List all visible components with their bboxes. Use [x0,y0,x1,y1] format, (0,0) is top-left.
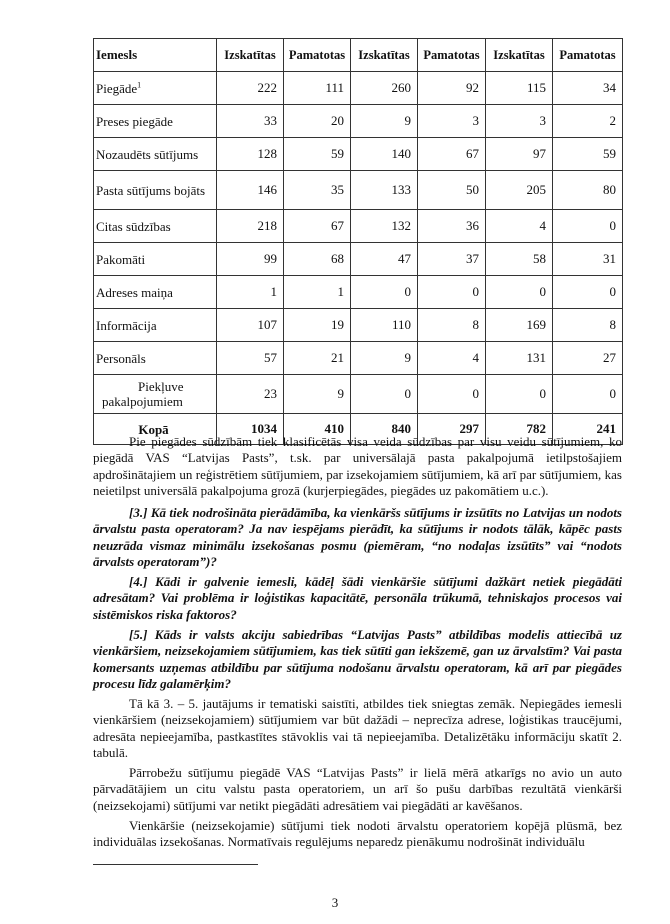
table-row [94,105,623,138]
row-label-text: Adreses maiņa [96,284,173,300]
row-label [94,243,217,276]
cell-value: 111 [284,72,351,105]
cell-value: 3 [486,105,553,138]
total-value: 1034 [217,414,284,445]
cell-value: 146 [217,171,284,210]
cell-value: 0 [486,375,553,414]
row-label [94,72,217,105]
cell-value: 4 [486,210,553,243]
cell-value: 36 [418,210,486,243]
cell-value: 128 [217,138,284,171]
row-label-text: Pasta sūtījums bojāts [96,182,206,198]
cell-value: 80 [553,171,623,210]
cell-value: 1 [217,276,284,309]
header-justified: Pamatotas [553,39,623,72]
total-value: 840 [351,414,418,445]
cell-value: 260 [351,72,418,105]
table-row [94,276,623,309]
cell-value: 31 [553,243,623,276]
cell-value: 0 [486,276,553,309]
table-row [94,210,623,243]
cell-value: 110 [351,309,418,342]
cell-value: 8 [418,309,486,342]
cell-value: 3 [418,105,486,138]
cell-value: 2 [553,105,623,138]
cell-value: 115 [486,72,553,105]
cell-value: 33 [217,105,284,138]
row-label-text: Informācija [96,317,157,333]
header-reviewed: Izskatītas [217,39,284,72]
total-label: Kopā [94,414,217,445]
question-3: [3.] Kā tiek nodrošināta pierādāmība, ka vienkāršs sūtījums ir izsūtīts no Latvijas un nodots ārvalstu pasta operatoram? Ja nav iespējams pierādīt, ka sūtījums ir nodots tālāk, kāpēc pasts neuzrāda vismaz minimālu izsekošanas posmu (piemēram, “no nodaļas izsūtīts” vai “nodots ārvalsts operatoram”)? [93,505,622,570]
cell-value: 9 [284,375,351,414]
cell-value: 34 [553,72,623,105]
cell-value: 133 [351,171,418,210]
cell-value: 47 [351,243,418,276]
table-header-row [94,39,623,72]
cell-value: 0 [418,375,486,414]
table-row [94,72,623,105]
cell-value: 97 [486,138,553,171]
paragraph-simple-items: Vienkāršie (neizsekojamie) sūtījumi tiek nodoti ārvalstu operatoriem kopējā plūsmā, bez individuālas izsekošanas. Normatīvais regulējums neparedz pienākumu nodrošināt individuālu [93,818,622,850]
row-label [94,276,217,309]
total-value: 782 [486,414,553,445]
row-label [94,309,217,342]
total-value: 241 [553,414,623,445]
cell-value: 92 [418,72,486,105]
cell-value: 8 [553,309,623,342]
cell-value: 218 [217,210,284,243]
header-justified: Pamatotas [284,39,351,72]
cell-value: 19 [284,309,351,342]
total-value: 410 [284,414,351,445]
cell-value: 0 [351,276,418,309]
header-reason: Iemesls [94,39,217,72]
row-label-text: Pakomāti [96,251,146,267]
cell-value: 23 [217,375,284,414]
cell-value: 67 [418,138,486,171]
cell-value: 0 [351,375,418,414]
row-label-text: Nozaudēts sūtījums [96,146,199,162]
cell-value: 59 [284,138,351,171]
cell-value: 131 [486,342,553,375]
cell-value: 58 [486,243,553,276]
row-label [94,138,217,171]
row-label [94,171,217,210]
page-number: 3 [331,895,339,910]
footnote-divider [93,864,258,865]
table-row [94,342,623,375]
cell-value: 57 [217,342,284,375]
row-label-text: Personāls [96,350,146,366]
row-label [94,105,217,138]
cell-value: 132 [351,210,418,243]
cell-value: 0 [553,276,623,309]
cell-value: 107 [217,309,284,342]
header-reviewed: Izskatītas [351,39,418,72]
cell-value: 0 [553,375,623,414]
cell-value: 9 [351,105,418,138]
cell-value: 99 [217,243,284,276]
cell-value: 37 [418,243,486,276]
row-label [94,342,217,375]
row-label [94,210,217,243]
header-reviewed: Izskatītas [486,39,553,72]
complaints-table [93,38,623,445]
cell-value: 222 [217,72,284,105]
table-row [94,171,623,210]
cell-value: 4 [418,342,486,375]
cell-value: 205 [486,171,553,210]
row-label [94,375,217,414]
paragraph-delivery-complaints: Pie piegādes sūdzībām tiek klasificētās visa veida sūdzības par visu veidu sūtījumiem, ko piegādā VAS “Latvijas Pasts”, t.sk. par universālajā pasta pakalpojumā ietilpstošajiem apdrošinātajiem un reģistrētiem sūtījumiem, par izsekojamiem sūtījumiem, kā arī par sūtījumiem, kas neietilpst universālā pakalpojuma grozā (kurjerpiegādes, piegādes uz pakomātiem u.c.). [93,434,622,499]
row-label-text: Piekļuve pakalpojumiem [102,379,184,409]
table-row [94,309,623,342]
cell-value: 169 [486,309,553,342]
total-value: 297 [418,414,486,445]
row-label-text: Preses piegāde [96,113,173,129]
cell-value: 59 [553,138,623,171]
cell-value: 67 [284,210,351,243]
cell-value: 50 [418,171,486,210]
paragraph-answer: Tā kā 3. – 5. jautājums ir tematiski saistīti, atbildes tiek sniegtas zemāk. Nepiegādes iemesli vienkāršiem (neizsekojamiem) sūtījumiem var būt dažādi – neprecīza adrese, loģistikas traucējumi, adresāta nepieejamība, pastkastītes stāvoklis vai tā nepieejamība. Detalizētāku informāciju skatīt 2. tabulā. [93,696,622,761]
cell-value: 21 [284,342,351,375]
header-justified: Pamatotas [418,39,486,72]
cell-value: 140 [351,138,418,171]
row-label-text: Piegāde [96,80,138,96]
cell-value: 0 [553,210,623,243]
cell-value: 27 [553,342,623,375]
row-label-text: Citas sūdzības [96,218,171,234]
cell-value: 35 [284,171,351,210]
cell-value: 1 [284,276,351,309]
cell-value: 9 [351,342,418,375]
table-row [94,138,623,171]
table-row [94,375,623,414]
cell-value: 20 [284,105,351,138]
footnote-marker: 1 [137,80,142,90]
cell-value: 68 [284,243,351,276]
paragraph-cross-border: Pārrobežu sūtījumu piegādē VAS “Latvijas Pasts” ir lielā mērā atkarīgs no avio un auto pārvadātājiem un citu valstu pasta operatoriem, un arī šo pušu darbības rezultātā vienkārši (neizsekojami) sūtījumi var netikt piegādāti adresātiem vai piegādāti ar kavēšanos. [93,765,622,813]
table-row [94,243,623,276]
question-5: [5.] Kāds ir valsts akciju sabiedrības “Latvijas Pasts” atbildības modelis attiecībā uz vienkāršiem, neizsekojamiem sūtījumiem, kas tiek sūtīti gan iekšzemē, gan uz ārvalstīm? Vai pasta komersants uzņemas atbildību par sūtījuma nodošanu ārvalstu operatoram, kā arī par piegādes procesu līdz galamērķim? [93,627,622,692]
cell-value: 0 [418,276,486,309]
question-4: [4.] Kādi ir galvenie iemesli, kādēļ šādi vienkāršie sūtījumi dažkārt netiek piegādāti adresātam? Vai problēma ir loģistikas kapacitātē, personāla trūkumā, tehniskajos procesos vai sistēmiskos riska faktoros? [93,574,622,622]
